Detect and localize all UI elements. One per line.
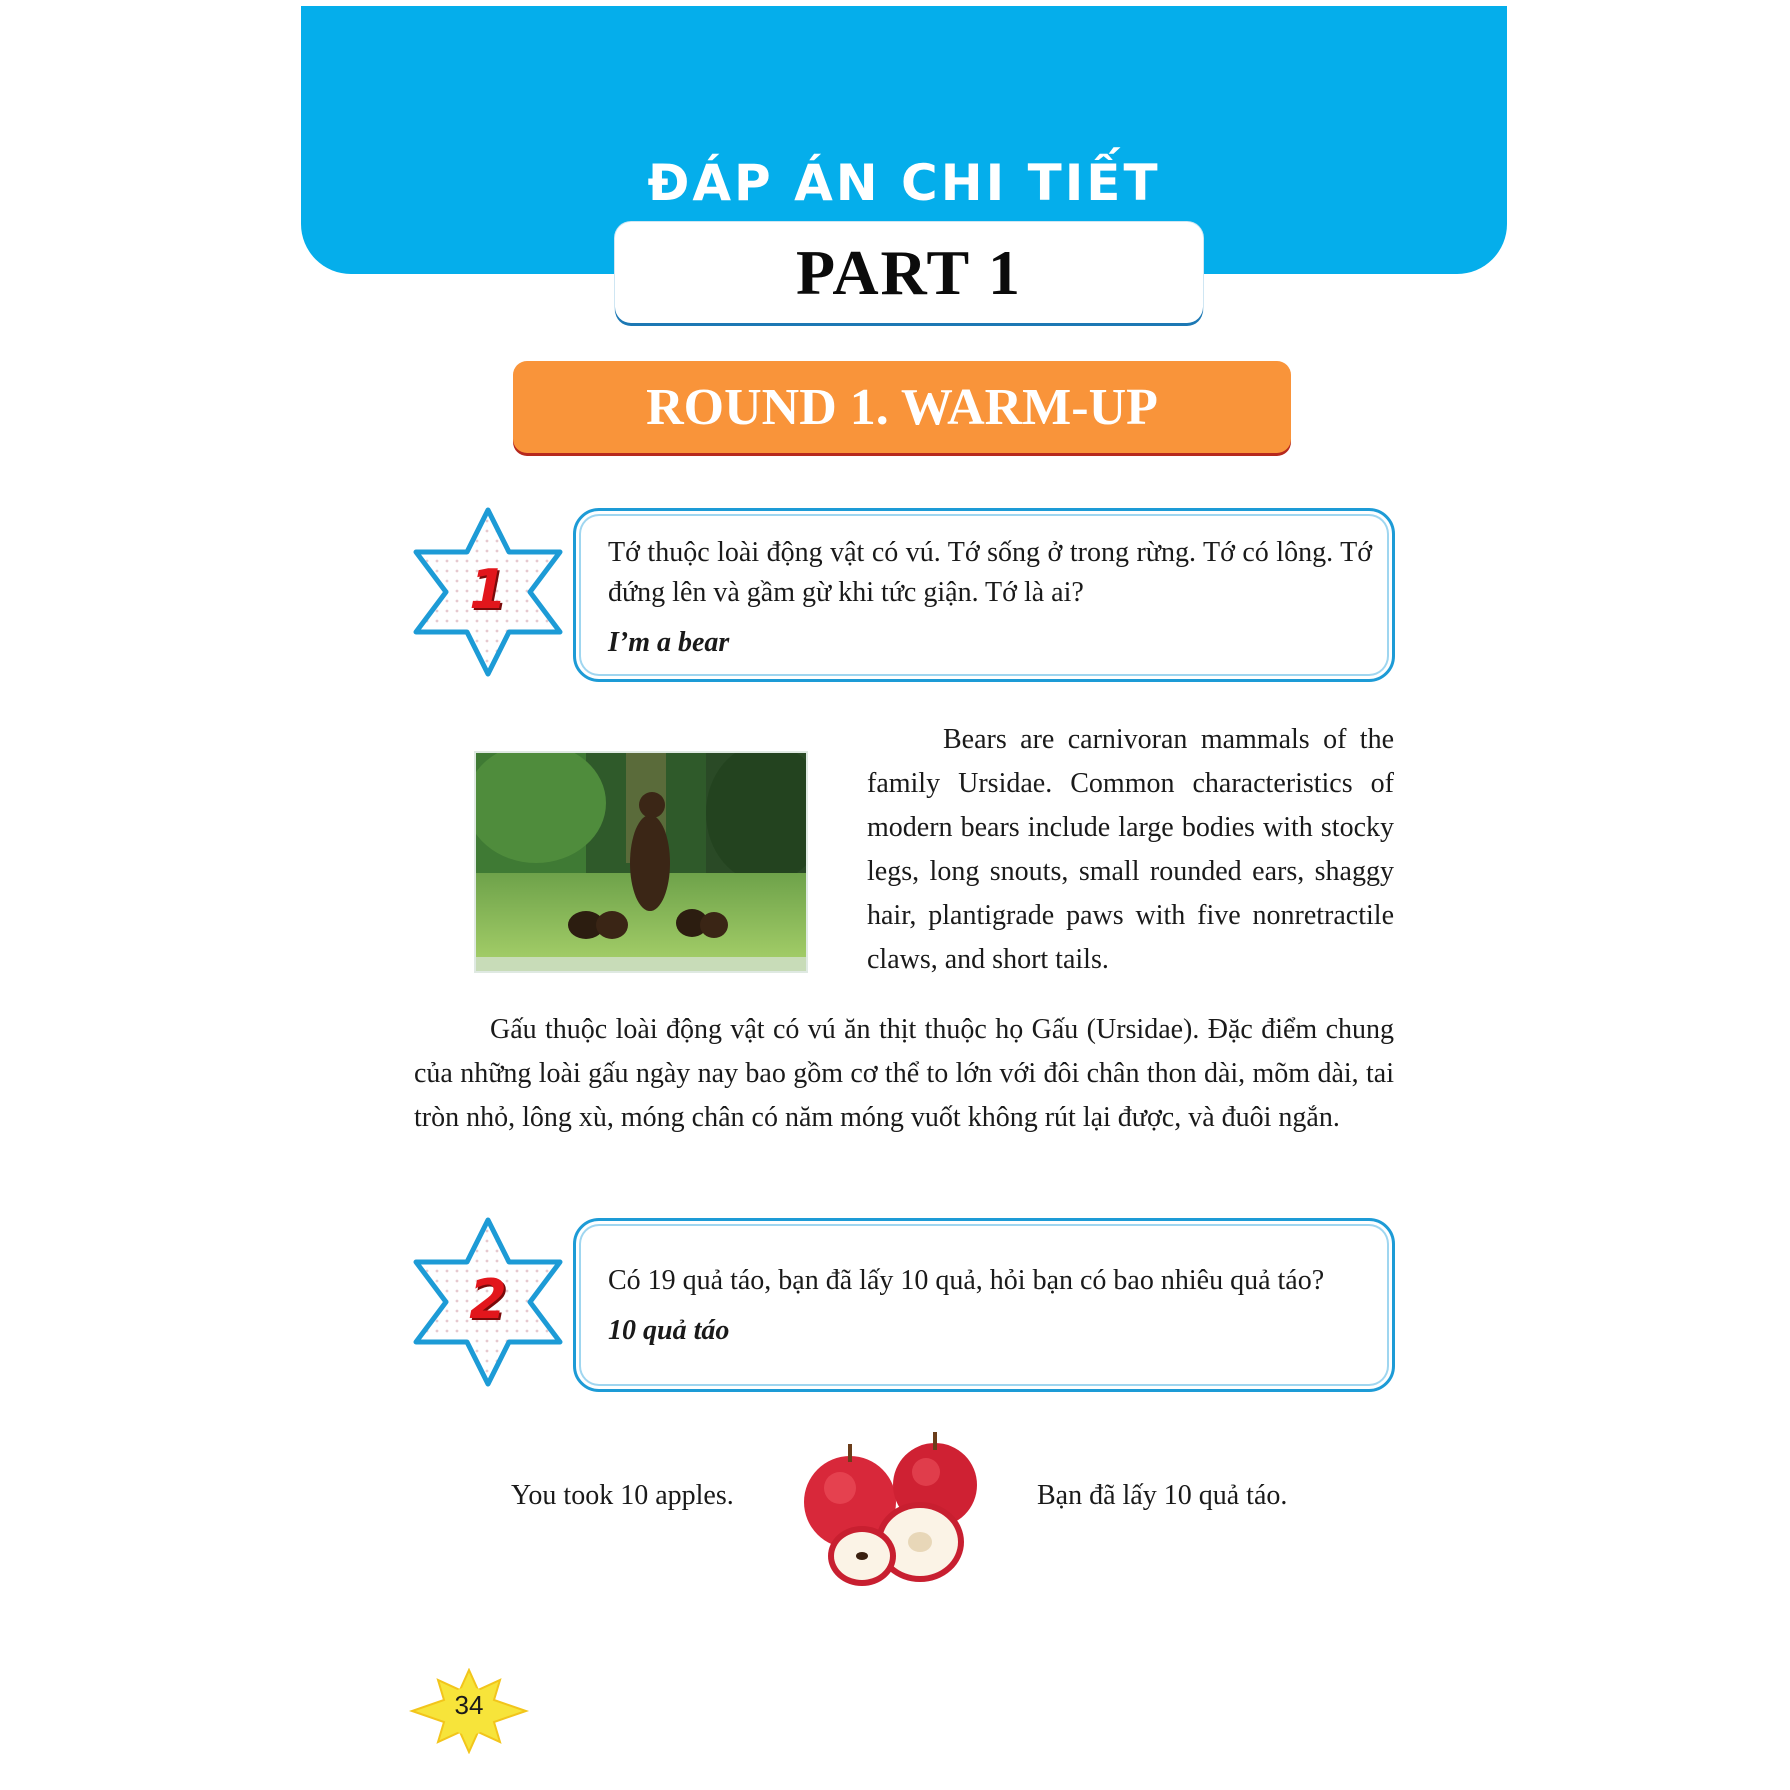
- round-label: ROUND 1. WARM-UP: [646, 378, 1158, 436]
- page-number-sun-icon: [408, 1668, 530, 1754]
- question-1-box: [573, 508, 1395, 682]
- question-2-text: Có 19 quả táo, bạn đã lấy 10 quả, hỏi bạn có bao nhiêu quả táo?: [608, 1265, 1325, 1296]
- bear-info-english: Bears are carnivoran mammals of the family Ursidae. Common characteristics of modern bears include large bodies with stocky legs, long snouts, small rounded ears, shaggy hair, plantigrade paws with five nonretractile claws, and short tails.: [867, 724, 1394, 975]
- banner-title: ĐÁP ÁN CHI TIẾT: [647, 154, 1161, 212]
- part-label-box: [615, 222, 1203, 323]
- apple-info-vietnamese: Bạn đã lấy 10 quả táo.: [1037, 1480, 1288, 1511]
- question-1-number: 1: [469, 558, 507, 621]
- bear-info-vietnamese: Gấu thuộc loài động vật có vú ăn thịt thuộc họ Gấu (Ursidae). Đặc điểm chung của những loài gấu ngày nay bao gồm cơ thể to lớn với đôi chân thon dài, mõm dài, tai tròn nhỏ, lông xù, móng chân có năm móng vuốt không rút lại được, và đuôi ngắn.: [414, 1014, 1394, 1133]
- question-1-text: Tớ thuộc loài động vật có vú. Tớ sống ở trong rừng. Tớ có lông. Tớ đứng lên và gầm gừ khi tức giận. Tớ là ai?: [608, 537, 1372, 608]
- question-1-answer: I’m a bear: [608, 627, 730, 658]
- round-label-box: [513, 361, 1291, 453]
- question-2-number: 2: [469, 1268, 507, 1331]
- question-2-star-icon: [412, 1216, 564, 1388]
- apples-image: [800, 1430, 990, 1590]
- question-1-star-icon: [412, 506, 564, 678]
- part-label: PART 1: [795, 236, 1023, 308]
- apple-info-english: You took 10 apples.: [511, 1480, 734, 1511]
- question-2-box: [573, 1218, 1395, 1392]
- question-2-answer: 10 quả táo: [608, 1315, 730, 1346]
- bear-photo: [474, 751, 808, 973]
- page-number: 34: [454, 1690, 484, 1720]
